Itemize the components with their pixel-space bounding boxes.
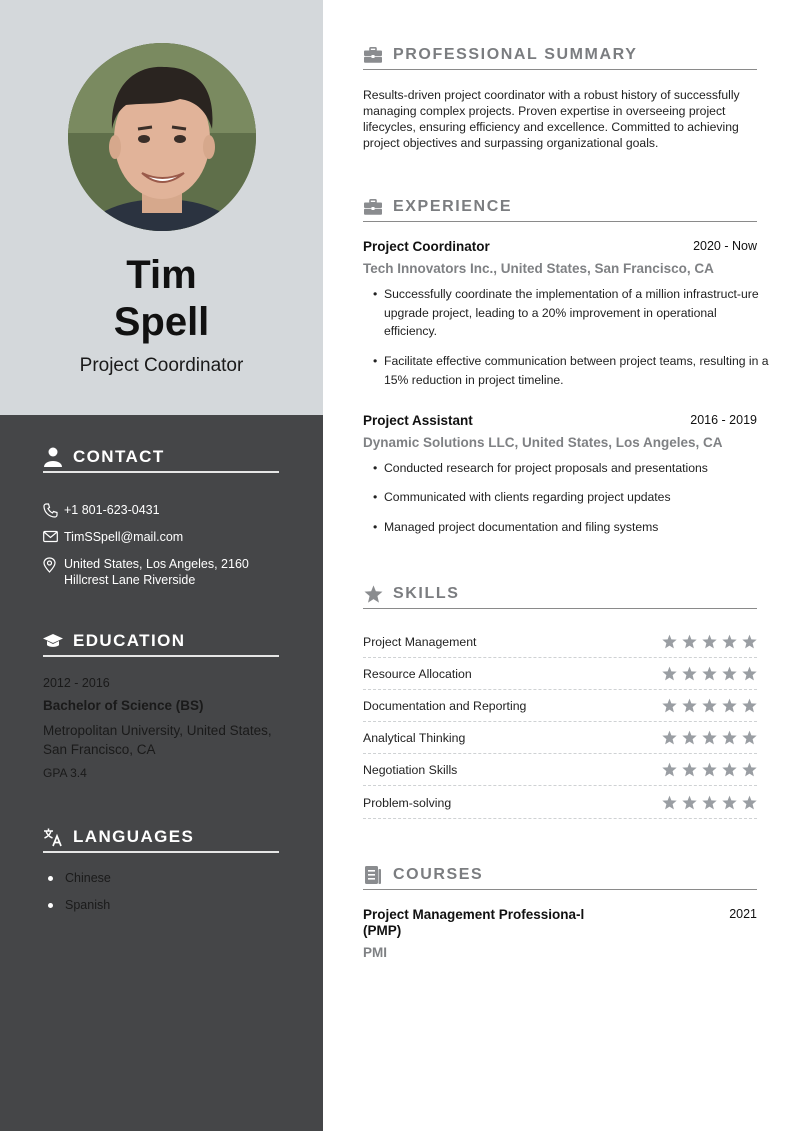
email-text: TimSSpell@mail.com [64, 530, 184, 544]
rating-star-icon [662, 730, 677, 745]
address-line-1: United States, Los Angeles, 2160 [64, 557, 249, 571]
skill-row [363, 658, 757, 690]
rating-star-icon [702, 762, 717, 777]
skill-rating [662, 730, 757, 745]
education-degree: Bachelor of Science (BS) [43, 698, 204, 713]
rating-star-icon [682, 795, 697, 810]
experience-heading [363, 192, 757, 222]
rating-star-icon [682, 762, 697, 777]
star-icon [363, 584, 383, 604]
skill-row [363, 626, 757, 658]
skill-name: Analytical Thinking [363, 730, 466, 745]
contact-heading [43, 443, 279, 473]
skills-heading [363, 579, 757, 609]
skill-name: Documentation and Reporting [363, 698, 527, 713]
job-bullet: • Successfully coordinate the implementation of a million infrastruct-ure upgrade project, leading to a 20% improvement in operational efficiency. [373, 285, 773, 341]
education-years: 2012 - 2016 [43, 676, 110, 690]
rating-star-icon [722, 634, 737, 649]
phone-text: +1 801-623-0431 [64, 503, 160, 517]
language-item [48, 871, 111, 885]
skill-rating [662, 634, 757, 649]
bullet-dot [48, 876, 53, 881]
job-company: Dynamic Solutions LLC, United States, Los Angeles, CA [363, 435, 723, 450]
translate-icon [43, 827, 63, 847]
profile-photo [68, 43, 256, 231]
contact-address [43, 556, 249, 588]
address-line-2: Hillcrest Lane Riverside [64, 573, 196, 587]
contact-email [43, 529, 183, 547]
courses-title: COURSES [393, 865, 484, 883]
sidebar-header [0, 0, 323, 415]
rating-star-icon [662, 762, 677, 777]
mail-icon [43, 529, 64, 547]
skill-rating [662, 762, 757, 777]
course-year: 2021 [729, 907, 757, 921]
skill-rating [662, 666, 757, 681]
location-pin-icon [43, 556, 64, 588]
rating-star-icon [682, 730, 697, 745]
language-label: Spanish [65, 898, 111, 912]
skill-row [363, 787, 757, 819]
summary-heading [363, 40, 757, 70]
rating-star-icon [702, 666, 717, 681]
education-heading [43, 627, 279, 657]
job-bullet: • Managed project documentation and filing systems [373, 518, 773, 537]
courses-heading [363, 860, 757, 890]
bullet-dot [48, 903, 53, 908]
skill-rating [662, 698, 757, 713]
briefcase-icon [363, 45, 383, 65]
graduation-cap-icon [43, 631, 63, 651]
rating-star-icon [722, 666, 737, 681]
skill-name: Problem-solving [363, 795, 452, 810]
person-icon [43, 447, 63, 467]
last-name: Spell [113, 300, 210, 344]
skill-name: Resource Allocation [363, 666, 472, 681]
rating-star-icon [702, 795, 717, 810]
rating-star-icon [662, 795, 677, 810]
job-bullet: • Conducted research for project proposals and presentations [373, 459, 773, 478]
rating-star-icon [742, 666, 757, 681]
rating-star-icon [682, 634, 697, 649]
skills-title: SKILLS [393, 584, 460, 602]
summary-text: Results-driven project coordinator with a robust history of successfully managing complex projects. Proven expertise in overseeing project lifecycles, ensuring efficiency and excellence. Committed to achieving project objectives and surpassing organizational goals. [363, 88, 740, 150]
education-title: EDUCATION [73, 631, 186, 650]
job-company: Tech Innovators Inc., United States, San Francisco, CA [363, 261, 714, 276]
rating-star-icon [662, 698, 677, 713]
course-org: PMI [363, 945, 388, 960]
briefcase-icon [363, 197, 383, 217]
phone-icon [43, 502, 64, 522]
rating-star-icon [742, 762, 757, 777]
education-gpa: GPA 3.4 [43, 766, 87, 780]
education-school: Metropolitan University, United States, San Francisco, CA [43, 723, 272, 757]
languages-heading [43, 823, 279, 853]
skill-rating [662, 795, 757, 810]
rating-star-icon [702, 634, 717, 649]
language-item [48, 898, 110, 912]
rating-star-icon [682, 666, 697, 681]
rating-star-icon [702, 730, 717, 745]
contact-title: CONTACT [73, 447, 165, 466]
job-bullet: • Communicated with clients regarding project updates [373, 488, 773, 507]
rating-star-icon [662, 666, 677, 681]
languages-title: LANGUAGES [73, 827, 195, 846]
rating-star-icon [662, 634, 677, 649]
skill-name: Project Management [363, 634, 477, 649]
job-dates: 2016 - 2019 [690, 413, 757, 427]
job-role: Project Coordinator [79, 355, 244, 376]
summary-title: PROFESSIONAL SUMMARY [393, 45, 638, 63]
document-icon [363, 865, 383, 885]
rating-star-icon [722, 795, 737, 810]
job-bullet: • Facilitate effective communication between project teams, resulting in a 15% reduction in project timeline. [373, 352, 773, 389]
rating-star-icon [742, 730, 757, 745]
rating-star-icon [742, 634, 757, 649]
rating-star-icon [722, 698, 737, 713]
course-title: Project Management Professiona-l (PMP) [363, 907, 585, 938]
language-label: Chinese [65, 871, 111, 885]
job-title: Project Assistant [363, 413, 473, 428]
experience-title: EXPERIENCE [393, 197, 513, 215]
skill-row [363, 754, 757, 786]
rating-star-icon [722, 762, 737, 777]
first-name: Tim [126, 253, 197, 297]
job-dates: 2020 - Now [693, 239, 757, 253]
rating-star-icon [702, 698, 717, 713]
rating-star-icon [742, 698, 757, 713]
contact-phone [43, 502, 160, 522]
rating-star-icon [722, 730, 737, 745]
skill-row [363, 690, 757, 722]
rating-star-icon [742, 795, 757, 810]
rating-star-icon [682, 698, 697, 713]
skill-name: Negotiation Skills [363, 762, 458, 777]
skill-row [363, 722, 757, 754]
job-title: Project Coordinator [363, 239, 490, 254]
